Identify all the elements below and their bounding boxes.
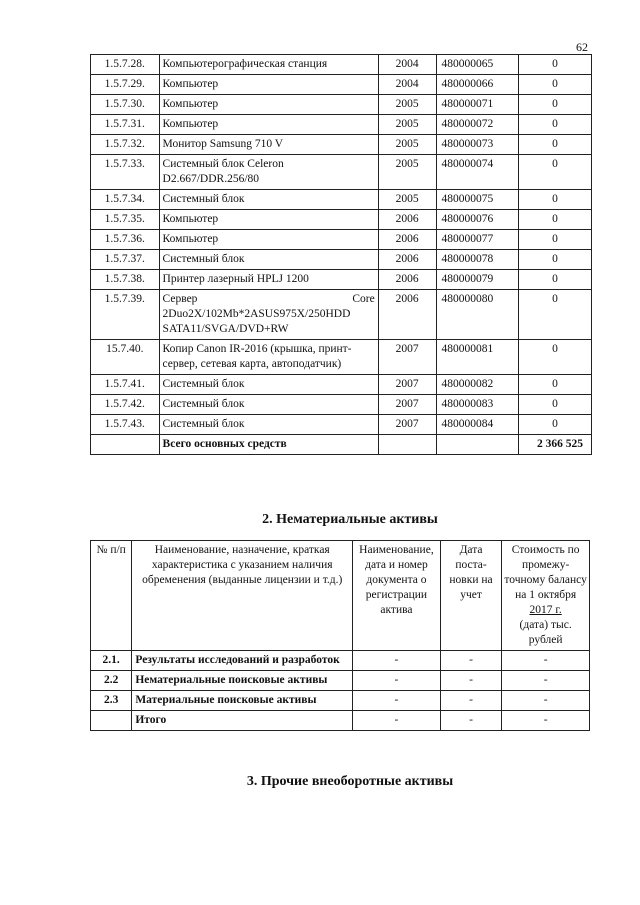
asset-row [91,210,592,230]
asset-inventory-number: 480000077 [436,230,518,250]
row-num: 2.3 [91,691,132,711]
row-num: 2.2 [91,671,132,691]
asset-year: 2005 [378,190,436,210]
asset-row [91,270,592,290]
asset-inventory-number: 480000071 [436,95,518,115]
asset-cost: 0 [519,135,592,155]
asset-row [91,75,592,95]
section-3-title: 3. Прочие внеоборотные активы [246,774,454,789]
asset-year: 2006 [378,230,436,250]
row-date: - [440,691,501,711]
asset-inventory-number: 480000080 [436,290,518,340]
intangible-total-date: - [440,711,501,731]
asset-inventory-number: 480000072 [436,115,518,135]
asset-row [91,375,592,395]
fixed-assets-table [90,54,592,455]
header-num: № п/п [91,541,132,651]
asset-name: Системный блок [159,250,378,270]
intangible-header-row [91,541,590,651]
page-number: 62 [576,40,588,54]
section-2-title: 2. Нематериальные активы [262,512,438,527]
asset-year: 2007 [378,340,436,375]
intangible-total-row [91,711,590,731]
asset-year: 2006 [378,270,436,290]
header-cost [502,541,590,651]
asset-inventory-number: 480000074 [436,155,518,190]
row-num: 2.1. [91,651,132,671]
asset-row [91,395,592,415]
asset-name: Компьютер [159,230,378,250]
total-value: 2 366 525 [519,435,592,455]
intangible-total-doc: - [353,711,441,731]
header-doc: Наименование, дата и номер документа о регистрации актива [353,541,441,651]
row-doc: - [353,691,441,711]
asset-cost: 0 [519,250,592,270]
asset-num: 1.5.7.33. [91,155,160,190]
asset-cost: 0 [519,395,592,415]
asset-row [91,290,592,340]
asset-inventory-number: 480000081 [436,340,518,375]
asset-cost: 0 [519,115,592,135]
row-date: - [440,651,501,671]
asset-year: 2005 [378,115,436,135]
asset-inventory-number: 480000073 [436,135,518,155]
header-cost-prefix: Стоимость по промежу-точному балансу на 1 октября [504,544,587,601]
asset-row [91,250,592,270]
asset-name: Системный блок [159,415,378,435]
asset-cost: 0 [519,375,592,395]
asset-name: Сервер Core 2Duo2X/102Mb*2ASUS975X/250HDD SATA11/SVGA/DVD+RW [159,290,378,340]
asset-row [91,135,592,155]
total-empty-cell [91,435,160,455]
intangible-total-cost: - [502,711,590,731]
asset-year: 2007 [378,375,436,395]
asset-name: Системный блок [159,395,378,415]
asset-year: 2005 [378,95,436,115]
asset-inventory-number: 480000078 [436,250,518,270]
asset-row [91,155,592,190]
asset-num: 1.5.7.37. [91,250,160,270]
asset-name: Системный блок [159,375,378,395]
asset-row [91,55,592,75]
header-cost-suffix: (дата) тыс. рублей [519,619,572,646]
asset-inventory-number: 480000076 [436,210,518,230]
asset-cost: 0 [519,55,592,75]
asset-inventory-number: 480000075 [436,190,518,210]
asset-row [91,115,592,135]
asset-cost: 0 [519,290,592,340]
asset-num: 1.5.7.35. [91,210,160,230]
asset-row [91,415,592,435]
row-cost: - [502,671,590,691]
asset-num: 1.5.7.39. [91,290,160,340]
asset-row [91,340,592,375]
asset-name: Компьютер [159,95,378,115]
row-name: Нематериальные поисковые активы [132,671,353,691]
intangible-row [91,651,590,671]
asset-num: 1.5.7.43. [91,415,160,435]
row-cost: - [502,651,590,671]
asset-num: 1.5.7.29. [91,75,160,95]
asset-year: 2005 [378,135,436,155]
asset-inventory-number: 480000083 [436,395,518,415]
intangible-total-label: Итого [132,711,353,731]
asset-name: Компьютер [159,210,378,230]
total-empty-cell [436,435,518,455]
asset-inventory-number: 480000082 [436,375,518,395]
asset-inventory-number: 480000084 [436,415,518,435]
asset-num: 1.5.7.31. [91,115,160,135]
asset-name: Компьютерографическая станция [159,55,378,75]
asset-num: 1.5.7.38. [91,270,160,290]
header-cost-date: 2017 г. [529,604,562,616]
asset-inventory-number: 480000066 [436,75,518,95]
asset-inventory-number: 480000079 [436,270,518,290]
row-date: - [440,671,501,691]
intangible-row [91,691,590,711]
asset-year: 2006 [378,210,436,230]
asset-name: Системный блок [159,190,378,210]
total-empty-cell [91,711,132,731]
asset-name: Монитор Samsung 710 V [159,135,378,155]
asset-cost: 0 [519,340,592,375]
asset-row [91,230,592,250]
asset-num: 1.5.7.42. [91,395,160,415]
asset-num: 1.5.7.32. [91,135,160,155]
asset-cost: 0 [519,270,592,290]
asset-year: 2007 [378,395,436,415]
intangible-assets-table [90,540,590,731]
row-name: Материальные поисковые активы [132,691,353,711]
intangible-row [91,671,590,691]
header-date: Дата поста-новки на учет [440,541,501,651]
asset-year: 2006 [378,290,436,340]
asset-row [91,190,592,210]
total-empty-cell [378,435,436,455]
total-label: Всего основных средств [159,435,378,455]
asset-year: 2005 [378,155,436,190]
asset-cost: 0 [519,415,592,435]
asset-num: 1.5.7.28. [91,55,160,75]
asset-inventory-number: 480000065 [436,55,518,75]
asset-num: 1.5.7.30. [91,95,160,115]
fixed-assets-total-row [91,435,592,455]
fixed-assets-body [91,55,592,435]
asset-num: 15.7.40. [91,340,160,375]
asset-year: 2006 [378,250,436,270]
row-name: Результаты исследований и разработок [132,651,353,671]
asset-name: Компьютер [159,75,378,95]
asset-cost: 0 [519,75,592,95]
asset-name: Принтер лазерный HPLJ 1200 [159,270,378,290]
asset-year: 2004 [378,55,436,75]
asset-cost: 0 [519,230,592,250]
row-cost: - [502,691,590,711]
row-doc: - [353,651,441,671]
header-name: Наименование, назначение, краткая характеристика с указанием наличия обременения (выданные лицензии и т.д.) [132,541,353,651]
asset-name: Системный блок Celeron D2.667/DDR.256/80 [159,155,378,190]
asset-cost: 0 [519,95,592,115]
asset-row [91,95,592,115]
asset-cost: 0 [519,190,592,210]
asset-num: 1.5.7.36. [91,230,160,250]
asset-cost: 0 [519,155,592,190]
row-doc: - [353,671,441,691]
asset-num: 1.5.7.41. [91,375,160,395]
asset-name: Компьютер [159,115,378,135]
asset-year: 2007 [378,415,436,435]
asset-name: Копир Canon IR-2016 (крышка, принт-сервер, сетевая карта, автоподатчик) [159,340,378,375]
asset-num: 1.5.7.34. [91,190,160,210]
asset-cost: 0 [519,210,592,230]
asset-year: 2004 [378,75,436,95]
